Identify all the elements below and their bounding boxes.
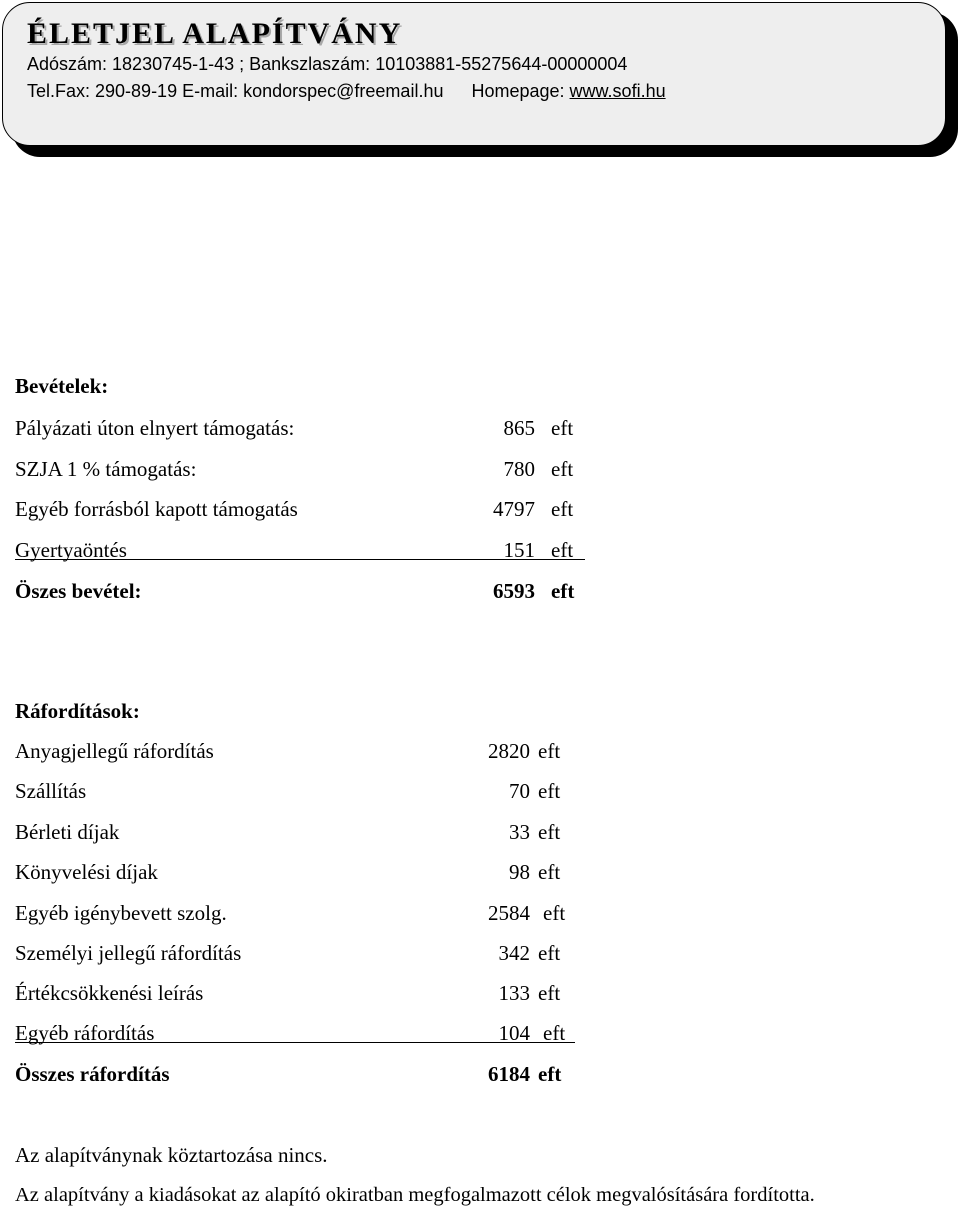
income-label: Egyéb forrásból kapott támogatás — [15, 497, 298, 521]
expense-value: 2820 — [488, 739, 530, 763]
expense-label: Bérleti díjak — [15, 820, 120, 844]
income-value: 780 — [503, 457, 535, 481]
contact-text: Tel.Fax: 290-89-19 E-mail: kondorspec@freemail.hu — [27, 81, 444, 101]
expense-unit: eft — [543, 901, 566, 925]
income-value: 151 — [503, 538, 535, 562]
expense-label: Könyvelési díjak — [15, 860, 158, 884]
header-box — [2, 2, 946, 146]
income-label: Pályázati úton elnyert támogatás: — [15, 416, 295, 440]
contact-info — [27, 81, 666, 102]
expense-value: 98 — [509, 860, 530, 884]
income-unit: eft — [551, 497, 574, 521]
expense-value: 133 — [498, 981, 530, 1005]
expense-label: Szállítás — [15, 779, 87, 803]
expense-unit: eft — [538, 739, 561, 763]
expense-unit: eft — [538, 860, 561, 884]
income-unit: eft — [551, 416, 574, 440]
expense-unit: eft — [543, 1021, 566, 1045]
expense-value: 70 — [509, 779, 530, 803]
expense-total-label: Összes ráfordítás — [15, 1062, 170, 1086]
expense-label: Egyéb igénybevett szolg. — [15, 901, 227, 925]
expense-unit: eft — [538, 820, 561, 844]
tax-bank-info: Adószám: 18230745-1-43 ; Bankszlaszám: 10103881-55275644-00000004 — [27, 54, 628, 74]
homepage-link[interactable]: www.sofi.hu — [569, 81, 666, 101]
expense-unit: eft — [538, 941, 561, 965]
expense-label: Személyi jellegű ráfordítás — [15, 941, 242, 965]
income-value: 4797 — [493, 497, 535, 521]
expense-label: Értékcsökkenési leírás — [15, 981, 204, 1005]
expense-total-unit: eft — [538, 1062, 562, 1086]
expense-total-value: 6184 — [488, 1062, 530, 1086]
income-unit: eft — [551, 538, 574, 562]
expense-value: 33 — [509, 820, 530, 844]
expense-sum-rule — [15, 1042, 575, 1043]
expense-label: Anyagjellegű ráfordítás — [15, 739, 214, 763]
expense-value: 2584 — [488, 901, 530, 925]
expense-value: 342 — [498, 941, 530, 965]
organization-title: ÉLETJEL ALAPÍTVÁNY — [27, 17, 403, 50]
income-unit: eft — [551, 457, 574, 481]
income-label: Gyertyaöntés — [15, 538, 127, 562]
expense-unit: eft — [538, 779, 561, 803]
income-label: SZJA 1 % támogatás: — [15, 457, 197, 481]
expense-value: 104 — [498, 1021, 530, 1045]
homepage-label: Homepage: — [471, 81, 565, 101]
expense-unit: eft — [538, 981, 561, 1005]
note-expenses-purpose: Az alapítvány a kiadásokat az alapító okiratban megfogalmazott célok megvalósítására fordította. — [15, 1184, 815, 1206]
income-total-label: Öszes bevétel: — [15, 579, 142, 603]
income-value: 865 — [503, 416, 535, 440]
income-sum-rule — [15, 559, 585, 560]
income-heading: Bevételek: — [15, 374, 109, 398]
expense-label: Egyéb ráfordítás — [15, 1021, 155, 1045]
income-total-value: 6593 — [493, 579, 535, 603]
income-total-unit: eft — [551, 579, 575, 603]
note-debt: Az alapítványnak köztartozása nincs. — [15, 1143, 328, 1167]
expenses-heading: Ráfordítások: — [15, 699, 140, 723]
